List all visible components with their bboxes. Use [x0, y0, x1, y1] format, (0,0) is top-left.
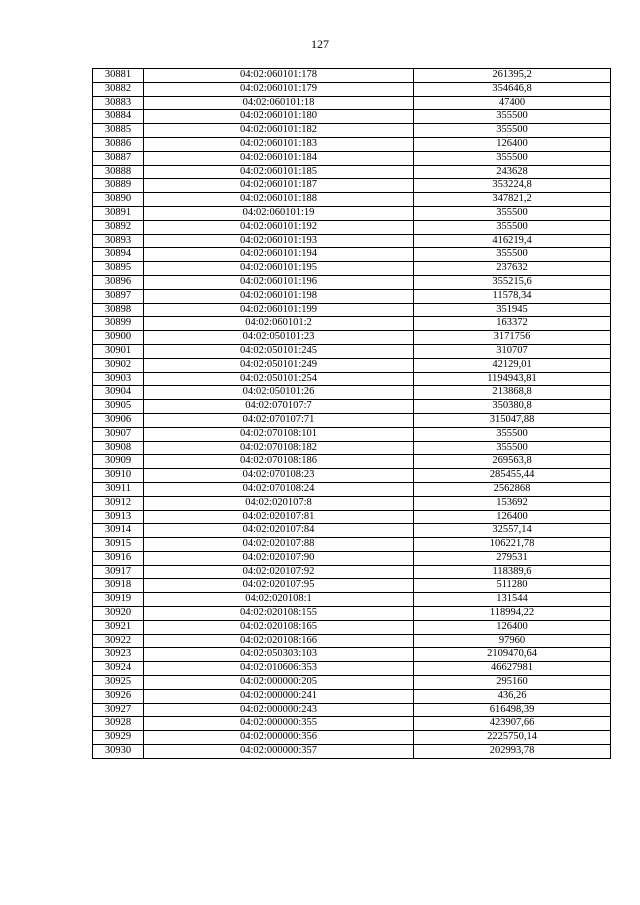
value-cell: 126400	[414, 510, 611, 524]
cadastral-number-cell: 04:02:020108:166	[144, 634, 414, 648]
row-number-cell: 30899	[93, 317, 144, 331]
row-number-cell: 30929	[93, 731, 144, 745]
row-number-cell: 30925	[93, 676, 144, 690]
row-number-cell: 30892	[93, 220, 144, 234]
cadastral-number-cell: 04:02:000000:355	[144, 717, 414, 731]
value-cell: 46627981	[414, 662, 611, 676]
row-number-cell: 30886	[93, 137, 144, 151]
row-number-cell: 30924	[93, 662, 144, 676]
row-number-cell: 30909	[93, 455, 144, 469]
row-number-cell: 30927	[93, 703, 144, 717]
table-body	[93, 69, 611, 759]
cadastral-number-cell: 04:02:070107:7	[144, 400, 414, 414]
table-row	[93, 538, 611, 552]
table-row	[93, 220, 611, 234]
table-row	[93, 524, 611, 538]
table-row	[93, 344, 611, 358]
value-cell: 126400	[414, 137, 611, 151]
cadastral-number-cell: 04:02:060101:194	[144, 248, 414, 262]
value-cell: 355500	[414, 220, 611, 234]
value-cell: 355500	[414, 110, 611, 124]
row-number-cell: 30896	[93, 275, 144, 289]
table-row	[93, 137, 611, 151]
table-row	[93, 234, 611, 248]
cadastral-number-cell: 04:02:060101:19	[144, 206, 414, 220]
table-row	[93, 179, 611, 193]
cadastral-number-cell: 04:02:060101:179	[144, 82, 414, 96]
cadastral-number-cell: 04:02:060101:2	[144, 317, 414, 331]
value-cell: 153692	[414, 496, 611, 510]
cadastral-number-cell: 04:02:060101:178	[144, 69, 414, 83]
value-cell: 126400	[414, 620, 611, 634]
table-row	[93, 620, 611, 634]
value-cell: 351945	[414, 303, 611, 317]
row-number-cell: 30882	[93, 82, 144, 96]
row-number-cell: 30885	[93, 124, 144, 138]
cadastral-number-cell: 04:02:060101:188	[144, 193, 414, 207]
table-row	[93, 607, 611, 621]
row-number-cell: 30918	[93, 579, 144, 593]
table-row	[93, 331, 611, 345]
value-cell: 269563,8	[414, 455, 611, 469]
table-row	[93, 151, 611, 165]
value-cell: 423907,66	[414, 717, 611, 731]
table-row	[93, 165, 611, 179]
value-cell: 347821,2	[414, 193, 611, 207]
row-number-cell: 30923	[93, 648, 144, 662]
value-cell: 285455,44	[414, 469, 611, 483]
row-number-cell: 30930	[93, 745, 144, 759]
table-row	[93, 358, 611, 372]
value-cell: 11578,34	[414, 289, 611, 303]
value-cell: 261395,2	[414, 69, 611, 83]
table-row	[93, 565, 611, 579]
cadastral-number-cell: 04:02:070108:23	[144, 469, 414, 483]
cadastral-number-cell: 04:02:060101:198	[144, 289, 414, 303]
table-row	[93, 96, 611, 110]
value-cell: 237632	[414, 262, 611, 276]
row-number-cell: 30916	[93, 551, 144, 565]
value-cell: 2562868	[414, 482, 611, 496]
cadastral-number-cell: 04:02:070108:182	[144, 441, 414, 455]
cadastral-number-cell: 04:02:060101:196	[144, 275, 414, 289]
cadastral-number-cell: 04:02:060101:192	[144, 220, 414, 234]
cadastral-number-cell: 04:02:020107:92	[144, 565, 414, 579]
table-row	[93, 703, 611, 717]
table-row	[93, 455, 611, 469]
value-cell: 3171756	[414, 331, 611, 345]
table-row	[93, 193, 611, 207]
table-row	[93, 731, 611, 745]
row-number-cell: 30921	[93, 620, 144, 634]
cadastral-number-cell: 04:02:020107:90	[144, 551, 414, 565]
row-number-cell: 30895	[93, 262, 144, 276]
row-number-cell: 30914	[93, 524, 144, 538]
cadastral-number-cell: 04:02:000000:241	[144, 689, 414, 703]
row-number-cell: 30888	[93, 165, 144, 179]
cadastral-number-cell: 04:02:060101:18	[144, 96, 414, 110]
cadastral-number-cell: 04:02:000000:205	[144, 676, 414, 690]
table-row	[93, 717, 611, 731]
cadastral-number-cell: 04:02:060101:180	[144, 110, 414, 124]
table-row	[93, 593, 611, 607]
table-row	[93, 551, 611, 565]
cadastral-number-cell: 04:02:060101:185	[144, 165, 414, 179]
value-cell: 416219,4	[414, 234, 611, 248]
value-cell: 295160	[414, 676, 611, 690]
cadastral-number-cell: 04:02:070108:24	[144, 482, 414, 496]
value-cell: 355500	[414, 441, 611, 455]
row-number-cell: 30910	[93, 469, 144, 483]
row-number-cell: 30926	[93, 689, 144, 703]
cadastral-number-cell: 04:02:010606:353	[144, 662, 414, 676]
value-cell: 355500	[414, 248, 611, 262]
cadastral-number-cell: 04:02:020108:155	[144, 607, 414, 621]
row-number-cell: 30894	[93, 248, 144, 262]
table-row	[93, 262, 611, 276]
table-row	[93, 496, 611, 510]
cadastral-number-cell: 04:02:020107:84	[144, 524, 414, 538]
table-row	[93, 275, 611, 289]
cadastral-number-cell: 04:02:050101:23	[144, 331, 414, 345]
cadastral-number-cell: 04:02:050101:245	[144, 344, 414, 358]
value-cell: 213868,8	[414, 386, 611, 400]
row-number-cell: 30903	[93, 372, 144, 386]
value-cell: 118994,22	[414, 607, 611, 621]
table-row	[93, 206, 611, 220]
cadastral-number-cell: 04:02:060101:187	[144, 179, 414, 193]
value-cell: 436,26	[414, 689, 611, 703]
value-cell: 163372	[414, 317, 611, 331]
table-row	[93, 413, 611, 427]
cadastral-number-cell: 04:02:070107:71	[144, 413, 414, 427]
row-number-cell: 30890	[93, 193, 144, 207]
cadastral-number-cell: 04:02:000000:357	[144, 745, 414, 759]
table-row	[93, 372, 611, 386]
value-cell: 315047,88	[414, 413, 611, 427]
table-row	[93, 303, 611, 317]
value-cell: 511280	[414, 579, 611, 593]
value-cell: 47400	[414, 96, 611, 110]
cadastral-number-cell: 04:02:020108:165	[144, 620, 414, 634]
cadastral-number-cell: 04:02:000000:356	[144, 731, 414, 745]
row-number-cell: 30883	[93, 96, 144, 110]
table-row	[93, 676, 611, 690]
cadastral-number-cell: 04:02:050101:26	[144, 386, 414, 400]
value-cell: 243628	[414, 165, 611, 179]
table-row	[93, 289, 611, 303]
value-cell: 279531	[414, 551, 611, 565]
table-row	[93, 745, 611, 759]
value-cell: 355500	[414, 124, 611, 138]
page-number: 127	[311, 37, 329, 51]
table-row	[93, 317, 611, 331]
table-row	[93, 427, 611, 441]
cadastral-number-cell: 04:02:000000:243	[144, 703, 414, 717]
value-cell: 355500	[414, 206, 611, 220]
row-number-cell: 30904	[93, 386, 144, 400]
value-cell: 616498,39	[414, 703, 611, 717]
row-number-cell: 30913	[93, 510, 144, 524]
row-number-cell: 30898	[93, 303, 144, 317]
table-row	[93, 110, 611, 124]
cadastral-number-cell: 04:02:020107:81	[144, 510, 414, 524]
table-row	[93, 482, 611, 496]
value-cell: 355500	[414, 427, 611, 441]
cadastral-number-cell: 04:02:060101:184	[144, 151, 414, 165]
row-number-cell: 30884	[93, 110, 144, 124]
table-row	[93, 579, 611, 593]
table-row	[93, 441, 611, 455]
table-row	[93, 648, 611, 662]
cadastral-number-cell: 04:02:050303:103	[144, 648, 414, 662]
value-cell: 2225750,14	[414, 731, 611, 745]
row-number-cell: 30928	[93, 717, 144, 731]
row-number-cell: 30905	[93, 400, 144, 414]
value-cell: 354646,8	[414, 82, 611, 96]
row-number-cell: 30902	[93, 358, 144, 372]
value-cell: 202993,78	[414, 745, 611, 759]
row-number-cell: 30887	[93, 151, 144, 165]
row-number-cell: 30915	[93, 538, 144, 552]
row-number-cell: 30920	[93, 607, 144, 621]
row-number-cell: 30891	[93, 206, 144, 220]
cadastral-number-cell: 04:02:060101:183	[144, 137, 414, 151]
row-number-cell: 30906	[93, 413, 144, 427]
value-cell: 131544	[414, 593, 611, 607]
table-row	[93, 248, 611, 262]
table-row	[93, 69, 611, 83]
cadastral-value-table	[92, 68, 611, 759]
row-number-cell: 30912	[93, 496, 144, 510]
value-cell: 2109470,64	[414, 648, 611, 662]
cadastral-number-cell: 04:02:020107:8	[144, 496, 414, 510]
value-cell: 310707	[414, 344, 611, 358]
row-number-cell: 30900	[93, 331, 144, 345]
cadastral-number-cell: 04:02:050101:249	[144, 358, 414, 372]
cadastral-number-cell: 04:02:070108:101	[144, 427, 414, 441]
cadastral-number-cell: 04:02:060101:199	[144, 303, 414, 317]
row-number-cell: 30911	[93, 482, 144, 496]
cadastral-number-cell: 04:02:020107:88	[144, 538, 414, 552]
table-row	[93, 469, 611, 483]
cadastral-number-cell: 04:02:060101:182	[144, 124, 414, 138]
row-number-cell: 30907	[93, 427, 144, 441]
value-cell: 118389,6	[414, 565, 611, 579]
value-cell: 1194943,81	[414, 372, 611, 386]
value-cell: 355215,6	[414, 275, 611, 289]
table-row	[93, 386, 611, 400]
value-cell: 350380,8	[414, 400, 611, 414]
value-cell: 355500	[414, 151, 611, 165]
cadastral-number-cell: 04:02:020108:1	[144, 593, 414, 607]
row-number-cell: 30893	[93, 234, 144, 248]
value-cell: 42129,01	[414, 358, 611, 372]
table-row	[93, 124, 611, 138]
row-number-cell: 30901	[93, 344, 144, 358]
table-row	[93, 510, 611, 524]
row-number-cell: 30917	[93, 565, 144, 579]
cadastral-number-cell: 04:02:060101:195	[144, 262, 414, 276]
cadastral-number-cell: 04:02:060101:193	[144, 234, 414, 248]
cadastral-number-cell: 04:02:050101:254	[144, 372, 414, 386]
value-cell: 32557,14	[414, 524, 611, 538]
cadastral-number-cell: 04:02:020107:95	[144, 579, 414, 593]
table-row	[93, 400, 611, 414]
table-row	[93, 82, 611, 96]
cadastral-number-cell: 04:02:070108:186	[144, 455, 414, 469]
table-row	[93, 634, 611, 648]
table-row	[93, 662, 611, 676]
row-number-cell: 30881	[93, 69, 144, 83]
value-cell: 353224,8	[414, 179, 611, 193]
row-number-cell: 30897	[93, 289, 144, 303]
row-number-cell: 30889	[93, 179, 144, 193]
row-number-cell: 30922	[93, 634, 144, 648]
row-number-cell: 30908	[93, 441, 144, 455]
value-cell: 97960	[414, 634, 611, 648]
row-number-cell: 30919	[93, 593, 144, 607]
table-row	[93, 689, 611, 703]
value-cell: 106221,78	[414, 538, 611, 552]
